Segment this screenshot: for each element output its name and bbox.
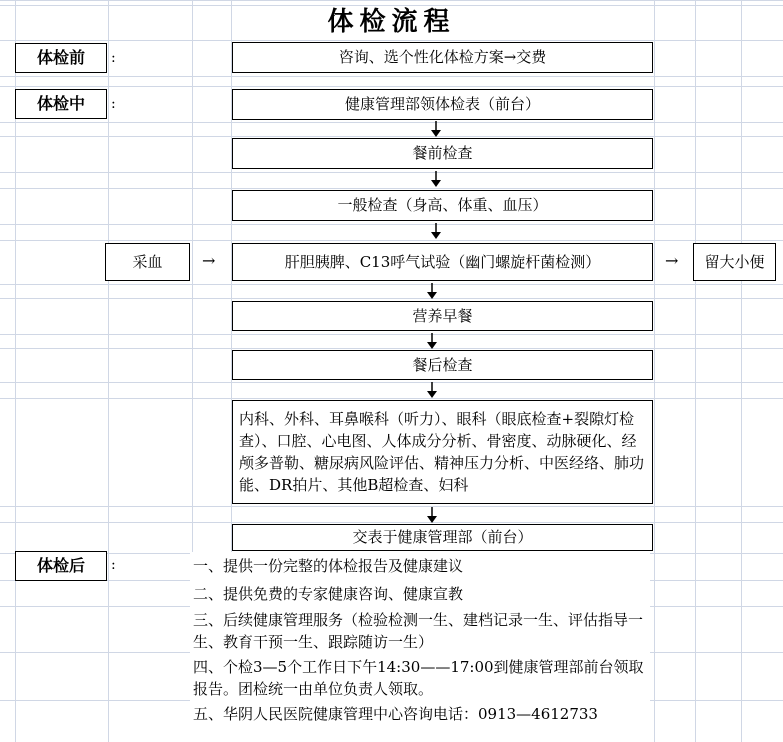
- arrow-down-icon: [426, 119, 446, 139]
- step-post-meal: 餐后检查: [232, 350, 653, 380]
- step-submit: 交表于健康管理部（前台）: [232, 524, 653, 551]
- step-blood: 采血: [105, 243, 190, 281]
- arrow-down-icon: [422, 331, 442, 351]
- step-form: 健康管理部领体检表（前台）: [232, 89, 653, 120]
- step-departments: 内科、外科、耳鼻喉科（听力）、眼科（眼底检查+裂隙灯检查）、口腔、心电图、人体成分分析、骨密度、动脉硬化、经颅多普勒、糖尿病风险评估、精神压力分析、中医经络、肺功能、DR拍片、其他B超检查、妇科: [232, 400, 653, 504]
- arrow-down-icon: [422, 281, 442, 301]
- arrow-down-icon: [426, 221, 446, 241]
- page-title: 体检流程: [327, 7, 456, 37]
- arrow-down-icon: [422, 380, 442, 400]
- stage-before-label: 体检前: [15, 43, 107, 73]
- stage-before-colon: :: [111, 50, 116, 66]
- arrow-right-icon: →: [202, 251, 216, 270]
- arrow-right-icon: →: [665, 251, 679, 270]
- after-item-1: 一、提供一份完整的体检报告及健康建议: [193, 557, 464, 575]
- stage-after-colon: :: [111, 557, 116, 573]
- step-consult: 咨询、选个性化体检方案→交费: [232, 42, 653, 73]
- arrow-down-icon: [426, 169, 446, 189]
- after-item-5: 五、华阴人民医院健康管理中心咨询电话：0913—4612733: [193, 705, 598, 723]
- arrow-down-icon: [422, 505, 442, 525]
- step-urine: 留大小便: [693, 243, 776, 281]
- step-pre-meal: 餐前检查: [232, 138, 653, 169]
- after-item-3: 三、后续健康管理服务（检验检测一生、建档记录一生、评估指导一生、教育干预一生、跟踪随访一生）: [193, 611, 644, 651]
- after-item-2: 二、提供免费的专家健康咨询、健康宣教: [193, 585, 464, 603]
- stage-during-label: 体检中: [15, 89, 107, 119]
- stage-after-label: 体检后: [15, 551, 107, 581]
- step-general: 一般检查（身高、体重、血压）: [232, 190, 653, 221]
- step-breakfast: 营养早餐: [232, 301, 653, 331]
- after-item-4: 四、个检3—5个工作日下午14:30——17:00到健康管理部前台领取报告。团检统一由单位负责人领取。: [193, 658, 644, 698]
- step-liver: 肝胆胰脾、C13呼气试验（幽门螺旋杆菌检测）: [232, 243, 653, 281]
- stage-during-colon: :: [111, 96, 116, 112]
